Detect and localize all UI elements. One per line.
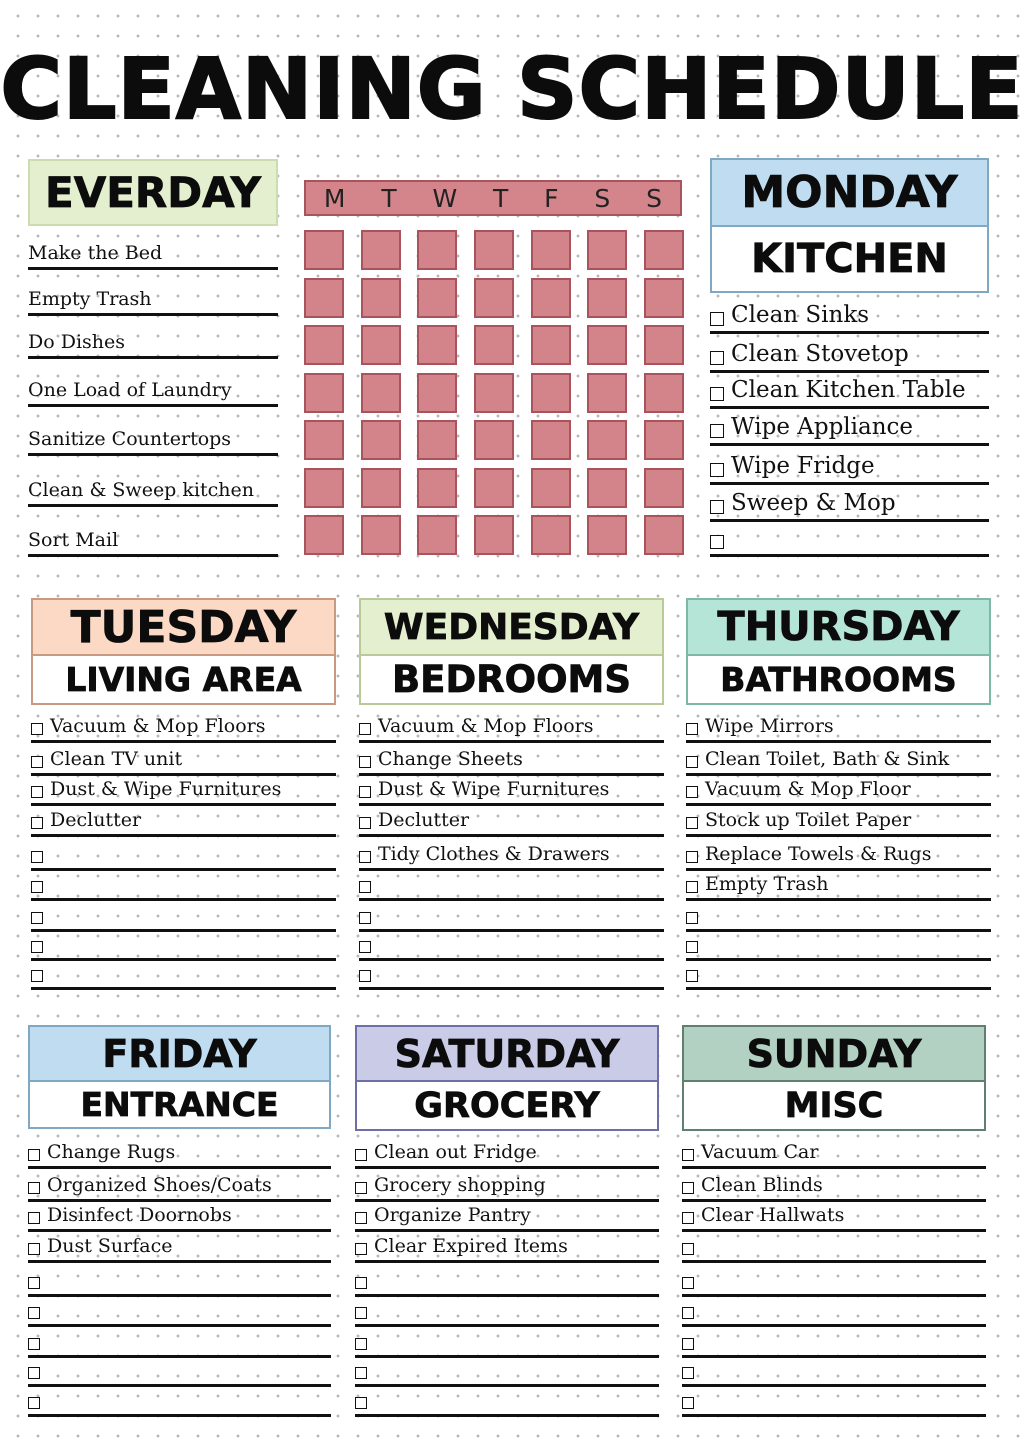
everyday-row <box>28 359 278 407</box>
friday-row <box>28 1263 331 1297</box>
wednesday-area-heading: BEDROOMS <box>359 654 664 705</box>
monday-checklist <box>710 295 989 557</box>
tracker-cell[interactable] <box>361 420 401 460</box>
thursday-row <box>686 871 991 901</box>
tracker-cell[interactable] <box>644 230 684 270</box>
tuesday-area-heading: LIVING AREA <box>31 654 336 705</box>
checkbox[interactable] <box>710 535 724 549</box>
saturday-row <box>355 1358 659 1387</box>
friday-task: Organized Shoes/Coats <box>47 1174 272 1196</box>
thursday-task: Replace Towels & Rugs <box>705 843 932 865</box>
wednesday-row <box>359 871 664 901</box>
saturday-row <box>355 1263 659 1297</box>
tracker-cell[interactable] <box>587 278 627 318</box>
tracker-cell[interactable] <box>531 325 571 365</box>
checkbox[interactable] <box>359 941 371 953</box>
tracker-cell[interactable] <box>644 515 684 555</box>
tracker-cell[interactable] <box>644 468 684 508</box>
wednesday-task: Vacuum & Mop Floors <box>378 715 594 737</box>
tracker-cell[interactable] <box>531 278 571 318</box>
monday-task: Wipe Fridge <box>731 453 875 479</box>
everyday-item: Do Dishes <box>28 331 126 353</box>
saturday-task: Clean out Fridge <box>374 1141 537 1163</box>
sunday-checklist <box>682 1135 986 1417</box>
checkbox[interactable] <box>710 387 724 401</box>
tracker-cell[interactable] <box>587 325 627 365</box>
monday-row <box>710 295 989 334</box>
saturday-day-heading: SATURDAY <box>355 1025 659 1082</box>
wednesday-row <box>359 710 664 743</box>
checkbox[interactable] <box>682 1277 694 1289</box>
thursday-area-heading: BATHROOMS <box>686 654 991 705</box>
checkbox[interactable] <box>28 1243 40 1255</box>
checkbox[interactable] <box>359 756 371 768</box>
checkbox[interactable] <box>31 912 43 924</box>
checkbox[interactable] <box>28 1338 40 1350</box>
tracker-cell[interactable] <box>474 420 514 460</box>
monday-row <box>710 409 989 446</box>
everyday-row <box>28 232 278 270</box>
tracker-cell[interactable] <box>361 373 401 413</box>
checkbox[interactable] <box>710 351 724 365</box>
friday-day-heading: FRIDAY <box>28 1025 331 1082</box>
tracker-cell[interactable] <box>304 468 344 508</box>
tracker-cell[interactable] <box>531 468 571 508</box>
thursday-task: Clean Toilet, Bath & Sink <box>705 748 950 770</box>
checkbox[interactable] <box>28 1307 40 1319</box>
sunday-row <box>682 1135 986 1169</box>
checkbox[interactable] <box>682 1149 694 1161</box>
tracker-day-label: W <box>432 183 458 213</box>
tuesday-task: Clean TV unit <box>50 748 183 770</box>
thursday-row <box>686 932 991 961</box>
tracker-cell[interactable] <box>417 373 457 413</box>
tuesday-row <box>31 743 336 776</box>
monday-day-heading: MONDAY <box>710 158 989 227</box>
checkbox[interactable] <box>28 1367 40 1379</box>
tracker-cell[interactable] <box>587 420 627 460</box>
checkbox[interactable] <box>31 851 43 863</box>
checkbox[interactable] <box>686 912 698 924</box>
checkbox[interactable] <box>710 424 724 438</box>
thursday-checklist <box>686 710 991 990</box>
thursday-row <box>686 776 991 806</box>
sunday-task: Vacuum Car <box>701 1141 819 1163</box>
checkbox[interactable] <box>682 1397 694 1409</box>
checkbox[interactable] <box>355 1243 367 1255</box>
tracker-cell[interactable] <box>417 468 457 508</box>
tracker-day-label: S <box>646 183 662 213</box>
checkbox[interactable] <box>355 1149 367 1161</box>
wednesday-row <box>359 806 664 837</box>
tuesday-row <box>31 961 336 990</box>
checkbox[interactable] <box>359 723 371 735</box>
checkbox[interactable] <box>686 851 698 863</box>
saturday-row <box>355 1297 659 1327</box>
checkbox[interactable] <box>682 1212 694 1224</box>
checkbox[interactable] <box>28 1397 40 1409</box>
tuesday-row <box>31 710 336 743</box>
checkbox[interactable] <box>359 817 371 829</box>
checkbox[interactable] <box>31 723 43 735</box>
checkbox[interactable] <box>31 756 43 768</box>
checkbox[interactable] <box>682 1243 694 1255</box>
sunday-row <box>682 1358 986 1387</box>
checkbox[interactable] <box>355 1212 367 1224</box>
checkbox[interactable] <box>355 1277 367 1289</box>
everyday-row <box>28 270 278 316</box>
sunday-row <box>682 1232 986 1263</box>
checkbox[interactable] <box>28 1149 40 1161</box>
thursday-task: Empty Trash <box>705 873 829 895</box>
page-title: CLEANING SCHEDULE <box>0 40 1024 138</box>
wednesday-row <box>359 932 664 961</box>
checkbox[interactable] <box>355 1182 367 1194</box>
tracker-cell[interactable] <box>474 278 514 318</box>
everyday-row <box>28 316 278 359</box>
checkbox[interactable] <box>686 723 698 735</box>
friday-checklist <box>28 1135 331 1417</box>
saturday-row <box>355 1232 659 1263</box>
thursday-row <box>686 961 991 990</box>
monday-area-heading: KITCHEN <box>710 225 989 293</box>
checkbox[interactable] <box>359 912 371 924</box>
tracker-day-label: T <box>381 183 397 213</box>
tuesday-row <box>31 871 336 901</box>
checkbox[interactable] <box>710 500 724 514</box>
checkbox[interactable] <box>31 941 43 953</box>
saturday-area-heading: GROCERY <box>355 1080 659 1131</box>
wednesday-row <box>359 901 664 932</box>
saturday-row <box>355 1202 659 1232</box>
everyday-item: One Load of Laundry <box>28 379 232 401</box>
everyday-item: Sort Mail <box>28 529 119 551</box>
tuesday-row <box>31 776 336 806</box>
saturday-row <box>355 1327 659 1358</box>
monday-row <box>710 446 989 485</box>
tracker-cell[interactable] <box>304 230 344 270</box>
tracker-cell[interactable] <box>417 325 457 365</box>
monday-row <box>710 334 989 373</box>
sunday-row <box>682 1327 986 1358</box>
thursday-row <box>686 743 991 776</box>
sunday-row <box>682 1297 986 1327</box>
wednesday-task: Change Sheets <box>378 748 523 770</box>
thursday-day-heading: THURSDAY <box>686 598 991 656</box>
thursday-task: Wipe Mirrors <box>705 715 834 737</box>
saturday-task: Grocery shopping <box>374 1174 546 1196</box>
tracker-cell[interactable] <box>361 278 401 318</box>
friday-row <box>28 1202 331 1232</box>
thursday-row <box>686 837 991 871</box>
friday-row <box>28 1169 331 1202</box>
tuesday-row <box>31 837 336 871</box>
everyday-item: Clean & Sweep kitchen <box>28 479 254 501</box>
everyday-item: Make the Bed <box>28 242 163 264</box>
everyday-item: Empty Trash <box>28 288 152 310</box>
monday-task: Sweep & Mop <box>731 490 896 516</box>
friday-row <box>28 1232 331 1263</box>
thursday-task: Stock up Toilet Paper <box>705 809 912 831</box>
monday-row <box>710 373 989 409</box>
tracker-cell[interactable] <box>361 515 401 555</box>
tracker-cell[interactable] <box>417 278 457 318</box>
monday-task: Clean Kitchen Table <box>731 377 966 403</box>
friday-task: Dust Surface <box>47 1235 173 1257</box>
tracker-day-label: S <box>594 183 611 213</box>
tracker-cell[interactable] <box>644 325 684 365</box>
tracker-day-header <box>304 180 682 216</box>
checkbox[interactable] <box>31 881 43 893</box>
tracker-day-label: M <box>323 183 346 213</box>
checkbox[interactable] <box>31 786 43 798</box>
sunday-row <box>682 1169 986 1202</box>
checkbox[interactable] <box>710 312 724 326</box>
tracker-cell[interactable] <box>304 278 344 318</box>
friday-task: Disinfect Doornobs <box>47 1204 232 1226</box>
checkbox[interactable] <box>682 1367 694 1379</box>
sunday-task: Clear Hallwats <box>701 1204 845 1226</box>
tracker-cell[interactable] <box>531 420 571 460</box>
tracker-cell[interactable] <box>304 515 344 555</box>
checkbox[interactable] <box>355 1307 367 1319</box>
checkbox[interactable] <box>359 786 371 798</box>
checkbox[interactable] <box>28 1182 40 1194</box>
sunday-row <box>682 1263 986 1297</box>
checkbox[interactable] <box>355 1367 367 1379</box>
tuesday-row <box>31 901 336 932</box>
tracker-cell[interactable] <box>474 373 514 413</box>
sunday-row <box>682 1202 986 1232</box>
tracker-cell[interactable] <box>361 468 401 508</box>
wednesday-row <box>359 743 664 776</box>
checkbox[interactable] <box>359 851 371 863</box>
wednesday-task: Tidy Clothes & Drawers <box>378 843 610 865</box>
everyday-heading: EVERDAY <box>28 159 278 226</box>
wednesday-checklist <box>359 710 664 990</box>
tracker-cell[interactable] <box>417 515 457 555</box>
tuesday-task: Declutter <box>50 809 142 831</box>
everyday-row <box>28 407 278 456</box>
checkbox[interactable] <box>682 1182 694 1194</box>
checkbox[interactable] <box>686 970 698 982</box>
friday-row <box>28 1135 331 1169</box>
checkbox[interactable] <box>28 1277 40 1289</box>
tracker-grid <box>304 230 684 556</box>
saturday-task: Organize Pantry <box>374 1204 531 1226</box>
tracker-cell[interactable] <box>531 230 571 270</box>
tracker-cell[interactable] <box>474 230 514 270</box>
checkbox[interactable] <box>686 817 698 829</box>
tracker-cell[interactable] <box>304 373 344 413</box>
sunday-task: Clean Blinds <box>701 1174 823 1196</box>
checkbox[interactable] <box>686 786 698 798</box>
saturday-row <box>355 1387 659 1417</box>
everyday-item: Sanitize Countertops <box>28 428 232 450</box>
tracker-cell[interactable] <box>304 420 344 460</box>
friday-row <box>28 1387 331 1417</box>
tracker-cell[interactable] <box>587 468 627 508</box>
tracker-cell[interactable] <box>474 515 514 555</box>
tracker-cell[interactable] <box>531 515 571 555</box>
tracker-cell[interactable] <box>361 325 401 365</box>
saturday-task: Clear Expired Items <box>374 1235 568 1257</box>
wednesday-task: Dust & Wipe Furnitures <box>378 778 610 800</box>
checkbox[interactable] <box>682 1338 694 1350</box>
checkbox[interactable] <box>359 881 371 893</box>
tracker-cell[interactable] <box>587 230 627 270</box>
friday-row <box>28 1327 331 1358</box>
tracker-cell[interactable] <box>304 325 344 365</box>
tracker-cell[interactable] <box>417 230 457 270</box>
checkbox[interactable] <box>682 1307 694 1319</box>
wednesday-row <box>359 837 664 871</box>
sunday-day-heading: SUNDAY <box>682 1025 986 1082</box>
friday-row <box>28 1358 331 1387</box>
tuesday-checklist <box>31 710 336 990</box>
tracker-day-label: T <box>493 183 509 213</box>
wednesday-day-heading: WEDNESDAY <box>359 598 664 656</box>
wednesday-task: Declutter <box>378 809 470 831</box>
saturday-row <box>355 1169 659 1202</box>
checkbox[interactable] <box>31 817 43 829</box>
tracker-cell[interactable] <box>587 515 627 555</box>
checkbox[interactable] <box>710 463 724 477</box>
tracker-day-label: F <box>544 183 559 213</box>
friday-area-heading: ENTRANCE <box>28 1080 331 1129</box>
monday-row <box>710 485 989 522</box>
tracker-cell[interactable] <box>587 373 627 413</box>
tracker-cell[interactable] <box>644 420 684 460</box>
thursday-row <box>686 806 991 837</box>
saturday-checklist <box>355 1135 659 1417</box>
everyday-row <box>28 456 278 507</box>
monday-task: Wipe Appliance <box>731 414 914 440</box>
tuesday-task: Vacuum & Mop Floors <box>50 715 266 737</box>
checkbox[interactable] <box>359 970 371 982</box>
sunday-area-heading: MISC <box>682 1080 986 1131</box>
checkbox[interactable] <box>686 881 698 893</box>
tracker-cell[interactable] <box>531 373 571 413</box>
tracker-cell[interactable] <box>474 325 514 365</box>
checkbox[interactable] <box>355 1338 367 1350</box>
tracker-cell[interactable] <box>361 230 401 270</box>
thursday-row <box>686 710 991 743</box>
everyday-list <box>28 232 278 557</box>
checkbox[interactable] <box>686 756 698 768</box>
tuesday-row <box>31 806 336 837</box>
wednesday-row <box>359 961 664 990</box>
checkbox[interactable] <box>28 1212 40 1224</box>
tuesday-row <box>31 932 336 961</box>
tracker-cell[interactable] <box>644 373 684 413</box>
tracker-cell[interactable] <box>644 278 684 318</box>
everyday-row <box>28 507 278 557</box>
tuesday-task: Dust & Wipe Furnitures <box>50 778 282 800</box>
checkbox[interactable] <box>686 941 698 953</box>
tracker-cell[interactable] <box>474 468 514 508</box>
thursday-task: Vacuum & Mop Floor <box>705 778 911 800</box>
tuesday-day-heading: TUESDAY <box>31 598 336 656</box>
tracker-cell[interactable] <box>417 420 457 460</box>
monday-row <box>710 522 989 557</box>
monday-task: Clean Sinks <box>731 302 870 328</box>
sunday-row <box>682 1387 986 1417</box>
checkbox[interactable] <box>355 1397 367 1409</box>
friday-row <box>28 1297 331 1327</box>
monday-task: Clean Stovetop <box>731 341 909 367</box>
friday-task: Change Rugs <box>47 1141 176 1163</box>
thursday-row <box>686 901 991 932</box>
checkbox[interactable] <box>31 970 43 982</box>
wednesday-row <box>359 776 664 806</box>
saturday-row <box>355 1135 659 1169</box>
